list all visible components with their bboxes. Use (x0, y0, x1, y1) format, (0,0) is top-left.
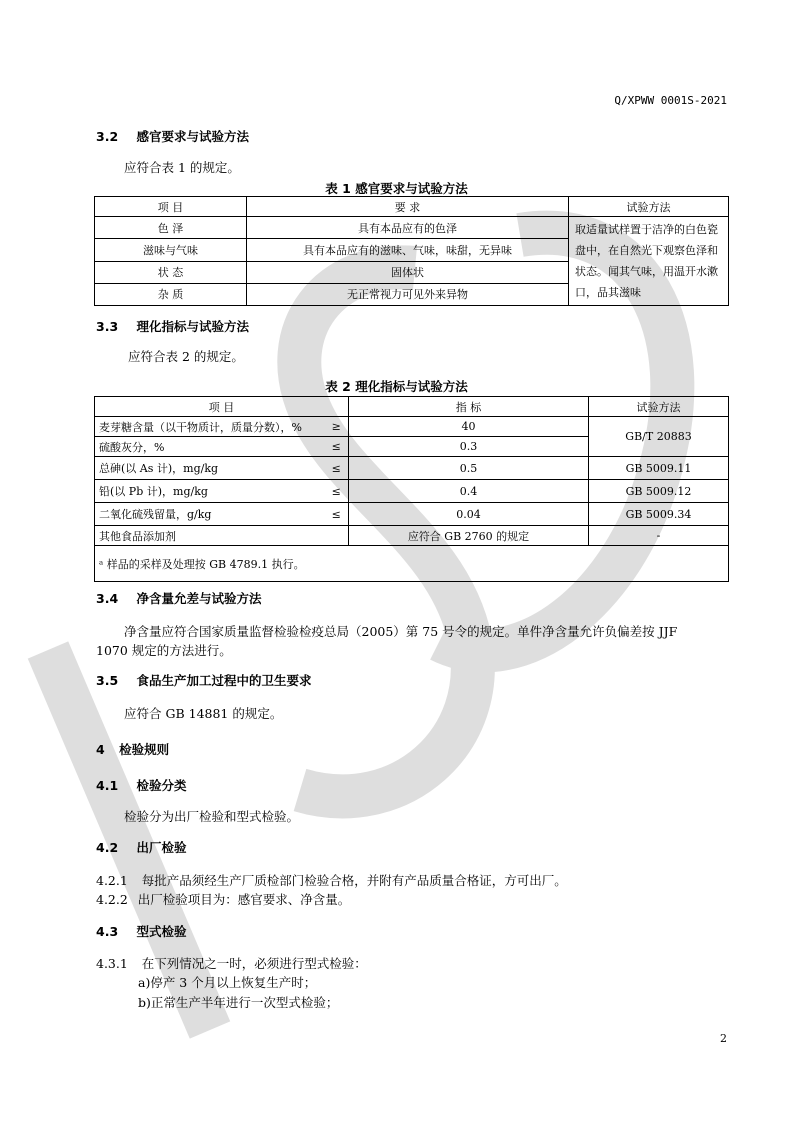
section-4-1-text: 检验分为出厂检验和型式检验。 (124, 809, 300, 824)
section-4-1-heading (96, 776, 187, 794)
table-cell-item: 滋味与气味 (95, 239, 247, 261)
section-title: 检验分类 (136, 778, 187, 793)
section-4-heading (96, 740, 169, 758)
table-cell-method: GB 5009.34 (589, 503, 729, 526)
table-cell-value: 0.3 (349, 437, 589, 457)
table-cell-item: 麦芽糖含量（以干物质计，质量分数），% (95, 417, 325, 437)
section-number: 4.1 (96, 778, 119, 793)
section-3-4-heading (96, 589, 262, 607)
clause-text: 在下列情况之一时，必须进行型式检验： (141, 956, 367, 971)
section-title: 型式检验 (136, 924, 187, 939)
section-title: 净含量允差与试验方法 (136, 591, 262, 606)
clause-4-3-1 (96, 954, 367, 972)
table-cell-operator: ≤ (325, 503, 349, 526)
table-cell-requirement: 具有本品应有的色泽 (247, 217, 569, 239)
section-number: 3.3 (96, 319, 119, 334)
section-number: 3.4 (96, 591, 119, 606)
section-3-2-heading (96, 127, 249, 145)
table-header-cell: 要 求 (247, 197, 569, 217)
table-cell-operator: ≤ (325, 480, 349, 503)
section-3-3-heading (96, 317, 249, 335)
section-number: 4.3 (96, 924, 119, 939)
table-cell-item: 色 泽 (95, 217, 247, 239)
section-number: 3.2 (96, 129, 119, 144)
table-header-cell: 指 标 (349, 397, 589, 417)
section-3-3-text: 应符合表 2 的规定。 (128, 349, 244, 364)
table-cell-item: 杂 质 (95, 283, 247, 305)
table-cell-requirement: 具有本品应有的滋味、气味，味甜，无异味 (247, 239, 569, 261)
section-title: 食品生产加工过程中的卫生要求 (136, 673, 312, 688)
clause-number: 4.3.1 (96, 956, 128, 971)
section-number: 3.5 (96, 673, 119, 688)
table-cell-value: 应符合 GB 2760 的规定 (349, 526, 589, 546)
clause-text: 出厂检验项目为：感官要求、净含量。 (137, 892, 351, 907)
table-cell-item: 硫酸灰分，% (95, 437, 325, 457)
section-number: 4 (96, 742, 105, 757)
section-title: 检验规则 (119, 742, 170, 757)
table-cell-value: 0.4 (349, 480, 589, 503)
table-note: ᵃ 样品的采样及处理按 GB 4789.1 执行。 (95, 546, 729, 582)
table-cell-method: GB/T 20883 (589, 417, 729, 457)
section-4-2-heading (96, 838, 187, 856)
table-cell-method: GB 5009.11 (589, 457, 729, 480)
table-1 (94, 196, 729, 306)
table-1-caption: 表 1 感官要求与试验方法 (325, 181, 468, 196)
document-number: Q/XPWW 0001S-2021 (614, 94, 727, 107)
table-cell-method: - (589, 526, 729, 546)
table-2 (94, 396, 729, 582)
section-number: 4.2 (96, 840, 119, 855)
table-cell-operator: ≤ (325, 437, 349, 457)
table-cell-method: GB 5009.12 (589, 480, 729, 503)
table-cell-item: 状 态 (95, 261, 247, 283)
section-title: 理化指标与试验方法 (136, 319, 250, 334)
table-cell-value: 0.04 (349, 503, 589, 526)
section-3-5-text: 应符合 GB 14881 的规定。 (124, 706, 283, 721)
clause-4-2-1 (96, 871, 567, 889)
section-3-5-heading (96, 671, 312, 689)
table-cell-method: 取适量试样置于洁净的白色瓷盘中，在自然光下观察色泽和状态。闻其气味，用温开水漱口，品其滋味 (569, 217, 729, 306)
table-header-cell: 试验方法 (569, 197, 729, 217)
table-header-cell: 项 目 (95, 197, 247, 217)
table-cell-operator: ≤ (325, 457, 349, 480)
clause-number: 4.2.2 (96, 892, 128, 907)
table-2-caption: 表 2 理化指标与试验方法 (325, 379, 468, 394)
clause-number: 4.2.1 (96, 873, 128, 888)
table-header-cell: 试验方法 (589, 397, 729, 417)
table-cell-item: 铅(以 Pb 计)，mg/kg (95, 480, 325, 503)
table-cell-item: 二氧化硫残留量，g/kg (95, 503, 325, 526)
clause-4-2-2 (96, 890, 350, 908)
table-cell-item: 其他食品添加剂 (95, 526, 349, 546)
section-3-4-text-line2: 1070 规定的方法进行。 (96, 643, 232, 658)
page-number: 2 (720, 1032, 727, 1045)
section-title: 感官要求与试验方法 (136, 129, 250, 144)
section-4-3-heading (96, 922, 187, 940)
table-cell-operator: ≥ (325, 417, 349, 437)
table-cell-value: 0.5 (349, 457, 589, 480)
clause-text: 每批产品须经生产厂质检部门检验合格，并附有产品质量合格证，方可出厂。 (141, 873, 567, 888)
table-cell-value: 40 (349, 417, 589, 437)
table-header-cell: 项 目 (95, 397, 349, 417)
table-cell-requirement: 无正常视力可见外来异物 (247, 283, 569, 305)
list-item: b)正常生产半年进行一次型式检验； (138, 995, 339, 1010)
list-item: a)停产 3 个月以上恢复生产时； (138, 975, 317, 990)
table-cell-item: 总砷(以 As 计)，mg/kg (95, 457, 325, 480)
section-3-2-text: 应符合表 1 的规定。 (124, 160, 240, 175)
table-cell-requirement: 固体状 (247, 261, 569, 283)
section-title: 出厂检验 (136, 840, 187, 855)
section-3-4-text-line1: 净含量应符合国家质量监督检验检疫总局（2005）第 75 号令的规定。单件净含量允许负偏差按 JJF (124, 624, 678, 639)
